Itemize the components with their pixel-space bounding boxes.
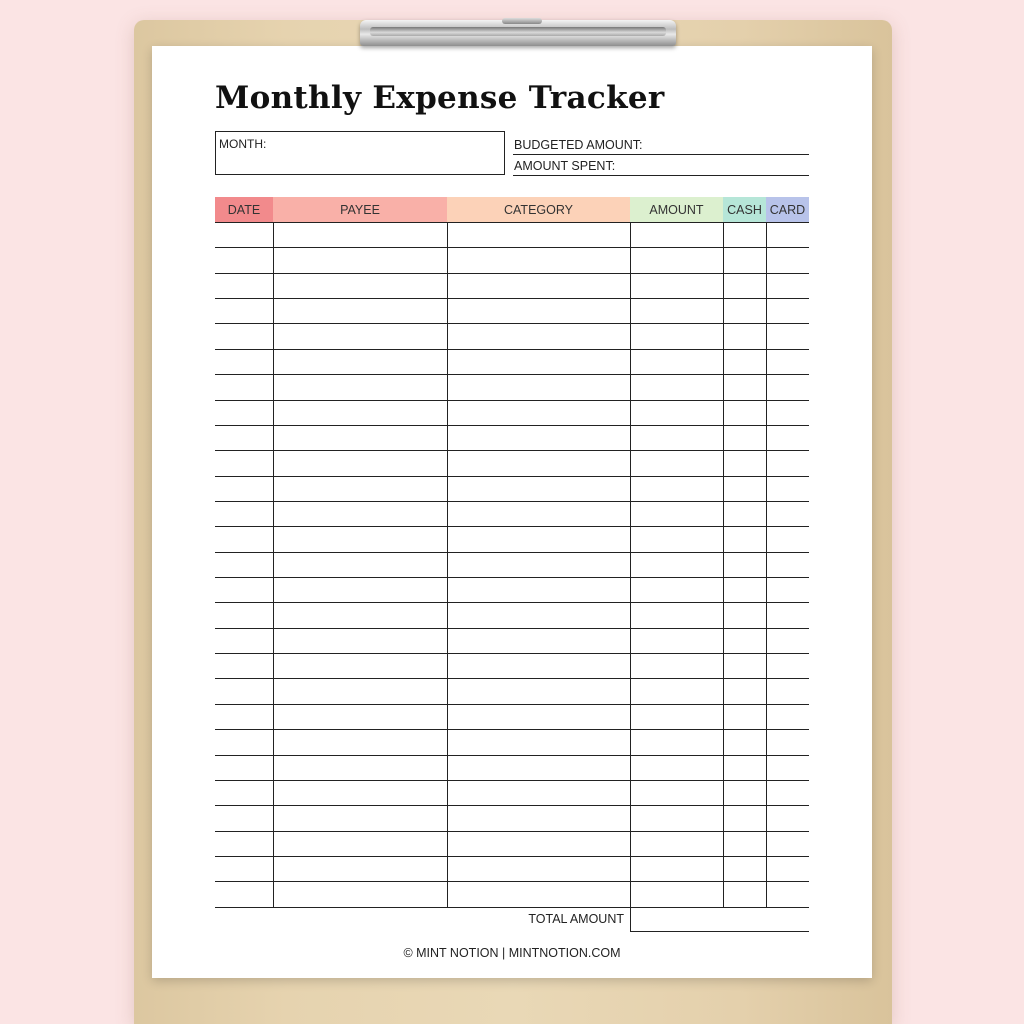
amount-spent-field[interactable] — [513, 154, 809, 176]
expense-tracker-sheet — [152, 46, 872, 978]
table-row-line — [215, 678, 809, 679]
copyright-footer: © MINT NOTION | MINTNOTION.COM — [403, 946, 621, 960]
total-amount-label: TOTAL AMOUNT — [528, 912, 624, 926]
table-row-line — [215, 602, 809, 603]
table-row-line — [215, 501, 809, 502]
table-row-line — [215, 349, 809, 350]
table-row-line — [215, 552, 809, 553]
table-row-line — [215, 323, 809, 324]
table-row-line — [215, 400, 809, 401]
clip-rivet — [502, 18, 542, 24]
amount-spent-label: AMOUNT SPENT: — [514, 159, 616, 173]
column-divider — [273, 222, 274, 907]
column-header-payee: PAYEE — [273, 197, 447, 222]
column-divider — [723, 222, 724, 907]
table-row-line — [215, 831, 809, 832]
column-header-category: CATEGORY — [447, 197, 630, 222]
column-header-card: CARD — [766, 197, 809, 222]
table-row-line — [215, 881, 809, 882]
budgeted-amount-field[interactable] — [513, 133, 809, 155]
table-row-line — [215, 222, 809, 223]
table-row-line — [215, 450, 809, 451]
table-row-line — [215, 805, 809, 806]
table-row-line — [215, 374, 809, 375]
column-divider — [766, 222, 767, 907]
column-header-date: DATE — [215, 197, 273, 222]
table-row-line — [215, 653, 809, 654]
column-divider — [447, 222, 448, 907]
table-row-line — [215, 856, 809, 857]
budgeted-amount-label: BUDGETED AMOUNT: — [514, 138, 643, 152]
table-row-line — [215, 247, 809, 248]
table-row-line — [215, 476, 809, 477]
table-row-line — [215, 729, 809, 730]
table-row-line — [215, 577, 809, 578]
column-divider — [630, 222, 631, 907]
table-row-line — [215, 628, 809, 629]
table-row-line — [215, 298, 809, 299]
table-row-line — [215, 780, 809, 781]
table-row-line — [215, 704, 809, 705]
table-row-line — [215, 425, 809, 426]
month-field[interactable] — [215, 131, 505, 175]
column-header-cash: CASH — [723, 197, 766, 222]
table-row-line — [215, 755, 809, 756]
table-row-line — [215, 526, 809, 527]
month-label: MONTH: — [219, 137, 267, 151]
total-amount-field[interactable] — [630, 906, 809, 932]
page-title: Monthly Expense Tracker — [215, 80, 665, 116]
table-row-line — [215, 273, 809, 274]
column-header-amount: AMOUNT — [630, 197, 723, 222]
